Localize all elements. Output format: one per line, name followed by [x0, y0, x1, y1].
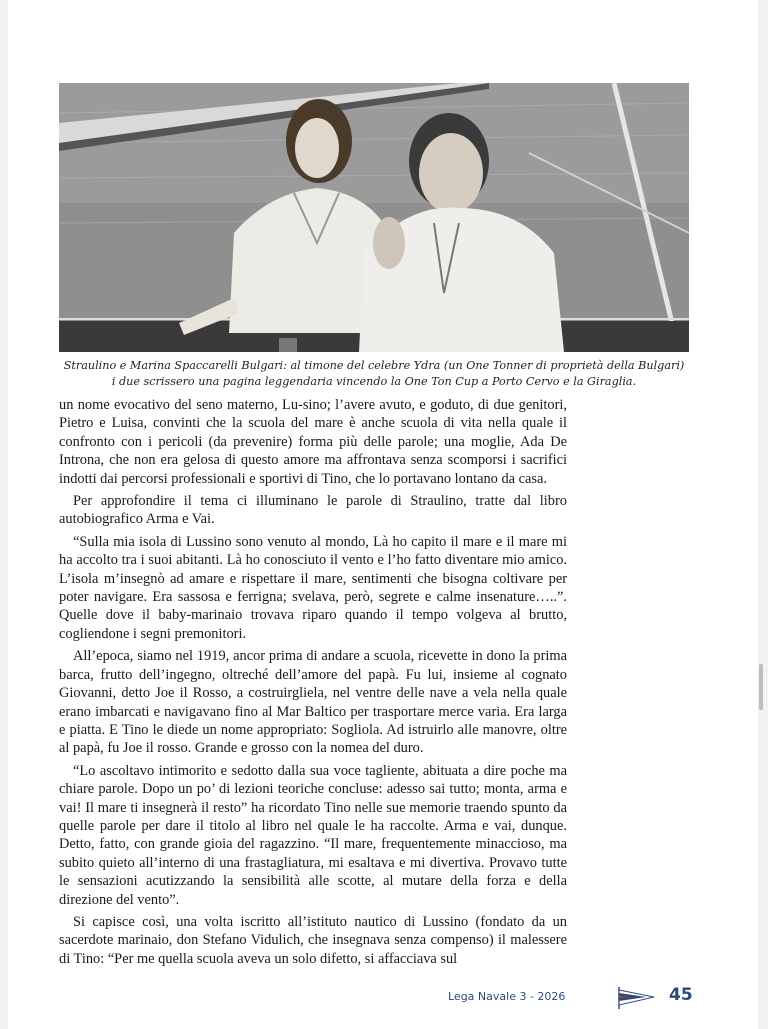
article-body	[59, 396, 567, 968]
paragraph: Si capisce così, una volta iscritto all’istituto nautico di Lussino (fondato da un sacerdote marinaio, don Stefano Vidulich, che insegnava senza compenso) il malessere di Tino: “Per me quella scuola aveva un solo difetto, si affacciava sul	[59, 913, 567, 967]
photo-caption	[59, 358, 689, 390]
black-and-white-photo	[59, 83, 689, 352]
publication-label: Lega Navale 3 - 2026	[448, 990, 566, 1003]
paragraph: un nome evocativo del seno materno, Lu-sino; l’avere avuto, e goduto, di due genitori, Pietro e Luisa, convinti che la scuola del mare è anche scuola di vita nella quale il confronto con i pericoli (da prevenire) forma più delle parole; una moglie, Ada De Introna, che non era gelosa di questo amore ma affrontava senza scomporsi i sacrifici indotti dai percorsi professionali e sportivi di Tino, che lo portavano lontano da casa.	[59, 397, 567, 487]
page-number: 45	[669, 985, 693, 1005]
scrollbar-thumb[interactable]	[759, 664, 763, 710]
paragraph: “Sulla mia isola di Lussino sono venuto al mondo, Là ho capito il mare e il mare mi ha accolto tra i suoi abitanti. Là ho conosciuto il vento e l’ho fatto diventare mio amico. L’isola m’insegnò ad amare e rispettare il mare, sentimenti che bisogna coltivare per poter navigare. Era sassosa e ferrigna; svelava, però, segrete e calme insenature…..”. Quelle dove il baby-marinaio trovava riparo quando il tempo volgeva al brutto, cogliendone i segni premonitori.	[59, 533, 567, 642]
paragraph: Per approfondire il tema ci illuminano le parole di Straulino, tratte dal libro autobiografico Arma e Vai.	[59, 493, 567, 528]
caption-line-1: Straulino e Marina Spaccarelli Bulgari: al timone del celebre Ydra (un One Tonner di proprietà della Bulgari)	[63, 359, 685, 372]
paragraph: All’epoca, siamo nel 1919, ancor prima di andare a scuola, ricevette in dono la prima barca, frutto dell’ingegno, oltreché dell’amore del papà. Fu lui, insieme al cognato Giovanni, detto Joe il Rosso, a costruirgliela, nel ventre delle nave a vela nella quale erano imbarcati e navigavano fino al Mar Baltico per trasportare merce varia. Era larga e piatta. E Tino le diede un nome appropriato: Sogliola. Ad istruirlo alle manovre, oltre al papà, fu Joe il rosso. Grande e grosso con la nomea del duro.	[59, 648, 567, 757]
burgee-flag-icon	[616, 987, 656, 1009]
photo-illustration	[59, 83, 689, 352]
caption-line-2: i due scrissero una pagina leggendaria vincendo la One Ton Cup a Porto Cervo e la Giraglia.	[111, 375, 637, 388]
page-footer	[448, 985, 698, 1011]
paragraph: “Lo ascoltavo intimorito e sedotto dalla sua voce tagliente, abituata a dire poche ma chiare parole. Dopo un po’ di lezioni teoriche concluse: adesso sai tutto; monta, arma e vai! Il mare ti insegnerà il resto” ha ricordato Tino nelle sue memorie traendo spunto da quelle parole per dare il titolo al libro nel quale le ha raccolte. Arma e vai, dunque. Detto, fatto, con grande gioia del ragazzino. “Il mare, frequentemente minaccioso, ma subito quieto all’interno di una frastagliatura, mi esaltava e mi divertiva. Provavo tutte le sensazioni acutizzando la sensibilità alle scotte, al mutare della forza e della direzione del vento”.	[59, 762, 567, 908]
